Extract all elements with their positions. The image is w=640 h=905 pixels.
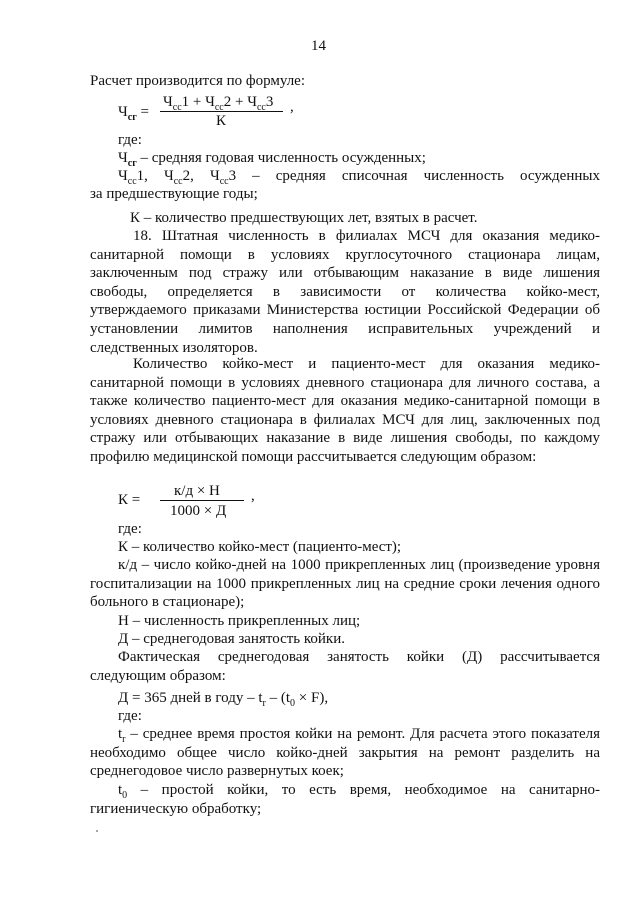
formula2-lhs: К = [118, 492, 141, 508]
formula1-denominator: К [216, 113, 227, 129]
formula2-fraction-bar [160, 500, 244, 501]
scan-speck [96, 830, 98, 832]
where-label-3: где: [118, 708, 142, 724]
definition-d: Д – среднегодовая занятость койки. [118, 631, 345, 647]
where-label-2: где: [118, 521, 142, 537]
where-label-1: где: [118, 132, 142, 148]
page-number: 14 [311, 38, 326, 54]
definition-t0: $t_0$ – простой койки, то есть время, необходимое на санитарно-гигиеническую обработку; [90, 782, 600, 817]
definition-kd: к/д – число койко-дней на 1000 прикрепленных лиц (произведение уровня госпитализации на 1000 прикрепленных лиц на средние сроки лечения одного больного в стационаре); [90, 557, 600, 611]
paragraph-18: 18. Штатная численность в филиалах МСЧ для оказания медико-санитарной помощи в условиях круглосуточного стационара лицам, заключенным под стражу или отбывающим наказание в виде лишения свободы, определяется в зависимости от количества койко-мест, утверждаемого приказами Министерства юстиции Российской Федерации об установлении лимитов наполнения исправительных учреждений и следственных изоляторов. [90, 228, 600, 356]
formula1-lhs: $Ч_{сг}$ = [118, 104, 149, 123]
definition-chsg: $Ч_{сг}$ – средняя годовая численность осужденных; [118, 150, 426, 169]
definition-k-years: К – количество предшествующих лет, взятых в расчет. [130, 210, 478, 226]
definition-tr: $t_r$ – среднее время простоя койки на ремонт. Для расчета этого показателя необходимо общее число койко-дней закрытия на ремонт разделить на среднегодовое число развернутых коек; [90, 726, 600, 780]
definition-k-beds: К – количество койко-мест (пациенто-мест); [118, 539, 402, 555]
formula1-trailing-comma: , [290, 99, 294, 115]
paragraph-beds-count: Количество койко-мест и пациенто-мест для оказания медико-санитарной помощи в условиях дневного стационара для личного состава, а также количество пациенто-мест для оказания медико-санитарной помощи в условиях дневного стационара в филиалах МСЧ для лиц, заключенных под стражу или отбывающих наказание в виде лишения свободы, по каждому профилю медицинской помощи рассчитывается следующим образом: [90, 356, 600, 465]
definition-chcc [90, 167, 600, 203]
formula2-numerator: к/д × Н [174, 483, 220, 499]
formula2-trailing-comma: , [251, 488, 255, 504]
formula2-denominator: 1000 × Д [170, 503, 227, 519]
formula-occupancy: Д = 365 дней в году – $t_r - (t_0 \times F)$, [118, 690, 329, 709]
definition-n: Н – численность прикрепленных лиц; [118, 613, 361, 629]
definition-chcc-line1: $Ч_{сс}1$, $Ч_{сс}2$, $Ч_{сс}3$ – средняя списочная численность осужденных [118, 168, 600, 187]
intro-line: Расчет производится по формуле: [90, 73, 306, 89]
paragraph-actual-occupancy: Фактическая среднегодовая занятость койки (Д) рассчитывается следующим образом: [90, 649, 600, 684]
formula1-numerator: $Ч_{сс}1 + Ч_{сс}2 + Ч_{сс}3$ [163, 94, 274, 113]
definition-chcc-line2: за предшествующие годы; [90, 186, 258, 202]
